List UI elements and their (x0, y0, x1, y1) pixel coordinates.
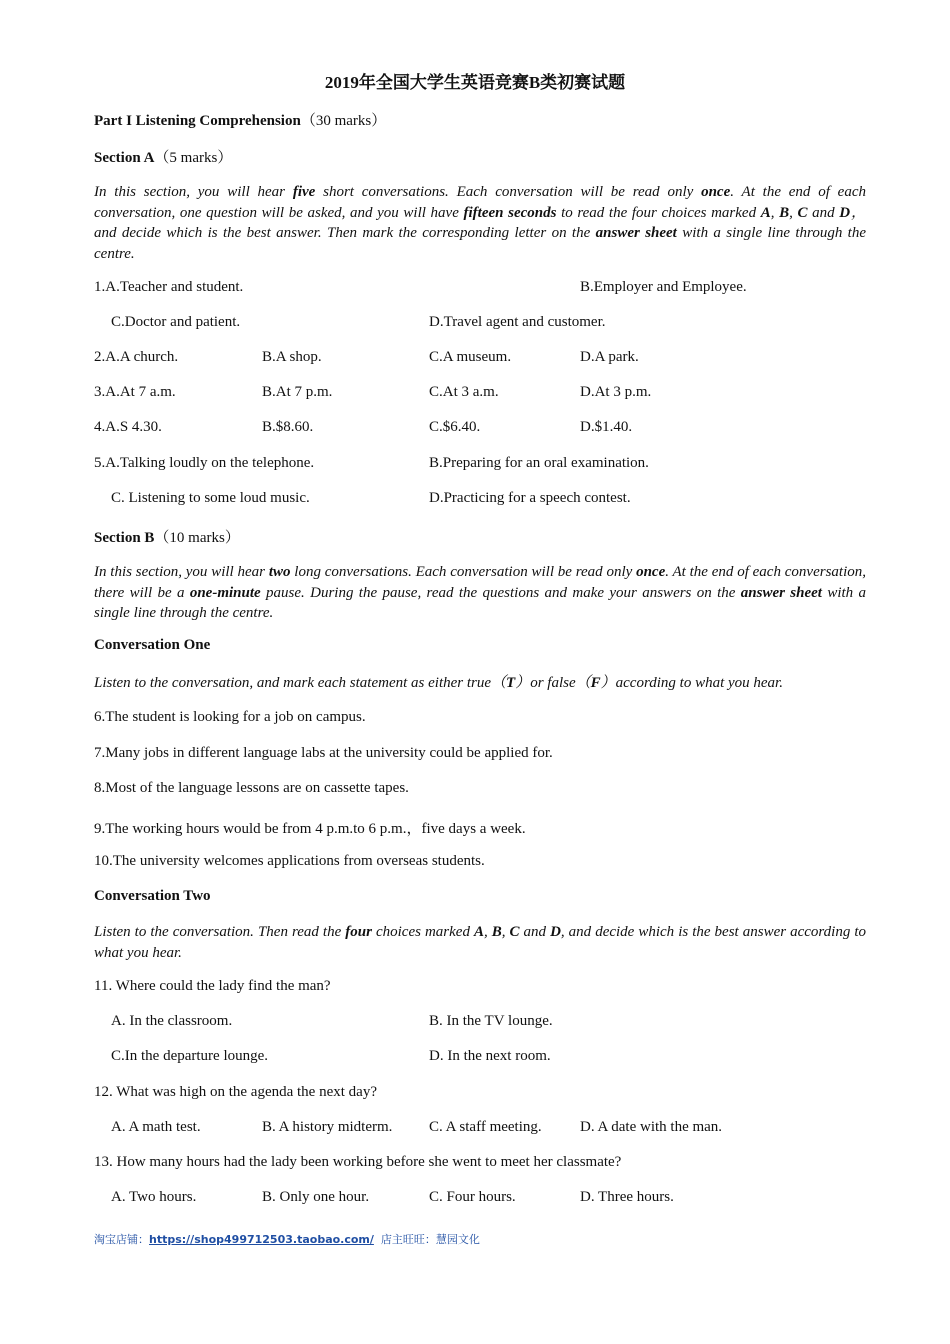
q4-option-b: B.$8.60. (262, 419, 314, 435)
page-title: 2019年全国大学生英语竞赛B类初赛试题 (324, 73, 626, 92)
q1-option-c: C.Doctor and patient. (111, 314, 241, 330)
q11-option-b: B. In the TV lounge. (429, 1013, 553, 1029)
q13-stem: 13. How many hours had the lady been working before she went to meet her classmate? (94, 1154, 622, 1170)
section-b-marks: （10 marks） (154, 530, 240, 546)
statement-item: 9.The working hours would be from 4 p.m.to 6 p.m.，five days a week. (94, 821, 526, 837)
section-a-instructions: In this section, you will hear five short conversations. Each conversation will be read only once. At the end of each conversation, one question will be asked, and you will have fifteen seconds to read the four choices marked A, B, C and D， and decide which is the best answer. Then mark the corresponding letter on the answer sheet with a single line through the centre. (94, 184, 867, 262)
conversation-two-instructions: Listen to the conversation. Then read the four choices marked A, B, C and D, and decide which is the best answer according to what you hear. (94, 924, 867, 961)
conversation-two-heading: Conversation Two (94, 888, 211, 904)
part1-heading (94, 109, 386, 130)
q5-option-d: D.Practicing for a speech contest. (429, 490, 631, 506)
q3-option-c: C.At 3 a.m. (429, 384, 499, 400)
q2-option-c: C.A museum. (429, 349, 512, 365)
q1-option-d: D.Travel agent and customer. (429, 314, 606, 330)
q13-option-d: D. Three hours. (580, 1189, 674, 1205)
footer (94, 1231, 480, 1247)
section-a-title: Section A (94, 150, 155, 166)
q13-option-a: A. Two hours. (111, 1189, 197, 1205)
q2-option-d: D.A park. (580, 349, 639, 365)
q12-stem: 12. What was high on the agenda the next day? (94, 1084, 377, 1100)
q4-option-c: C.$6.40. (429, 419, 481, 435)
q12-option-b: B. A history midterm. (262, 1119, 393, 1135)
section-a-marks: （5 marks） (154, 150, 233, 166)
statement-item: 10.The university welcomes applications from overseas students. (94, 853, 485, 869)
q3-option-a: 3.A.At 7 a.m. (94, 384, 176, 400)
section-b-heading (94, 526, 240, 547)
q5-option-a: 5.A.Talking loudly on the telephone. (94, 455, 315, 471)
q4-option-d: D.$1.40. (580, 419, 633, 435)
conversation-one-instructions: Listen to the conversation, and mark each statement as either true（T）or false（F）according to what you hear. (94, 675, 783, 691)
section-b-title: Section B (94, 530, 155, 546)
q3-option-d: D.At 3 p.m. (580, 384, 652, 400)
footer-shop-label: 淘宝店铺： (94, 1233, 149, 1246)
q11-option-a: A. In the classroom. (111, 1013, 233, 1029)
conversation-one-heading: Conversation One (94, 637, 211, 653)
q11-option-c: C.In the departure lounge. (111, 1048, 269, 1064)
statement-item: 6.The student is looking for a job on campus. (94, 709, 366, 725)
q2-option-a: 2.A.A church. (94, 349, 179, 365)
shop-link[interactable]: https://shop499712503.taobao.com/ (149, 1233, 374, 1246)
q1-option-a: 1.A.Teacher and student. (94, 279, 244, 295)
q12-option-d: D. A date with the man. (580, 1119, 723, 1135)
section-b-instructions: In this section, you will hear two long conversations. Each conversation will be read only once. At the end of each conversation, there will be a one-minute pause. During the pause, read the questions and make your answers on the answer sheet with a single line through the centre. (94, 564, 867, 621)
q2-option-b: B.A shop. (262, 349, 322, 365)
part1-marks: （30 marks） (300, 113, 387, 129)
q1-option-b: B.Employer and Employee. (580, 279, 747, 295)
statement-item: 8.Most of the language lessons are on cassette tapes. (94, 780, 409, 796)
q4-option-a: 4.A.S 4.30. (94, 419, 162, 435)
q12-option-a: A. A math test. (111, 1119, 201, 1135)
q5-option-b: B.Preparing for an oral examination. (429, 455, 649, 471)
section-a-heading (94, 146, 232, 167)
q3-option-b: B.At 7 p.m. (262, 384, 333, 400)
q13-option-c: C. Four hours. (429, 1189, 516, 1205)
q12-option-c: C. A staff meeting. (429, 1119, 542, 1135)
q11-stem: 11. Where could the lady find the man? (94, 978, 331, 994)
statement-item: 7.Many jobs in different language labs at the university could be applied for. (94, 745, 553, 761)
q5-option-c: C. Listening to some loud music. (111, 490, 310, 506)
part1-title: Part I Listening Comprehension (94, 113, 301, 129)
q13-option-b: B. Only one hour. (262, 1189, 370, 1205)
footer-owner: 店主旺旺：慧园文化 (380, 1233, 480, 1246)
q11-option-d: D. In the next room. (429, 1048, 551, 1064)
